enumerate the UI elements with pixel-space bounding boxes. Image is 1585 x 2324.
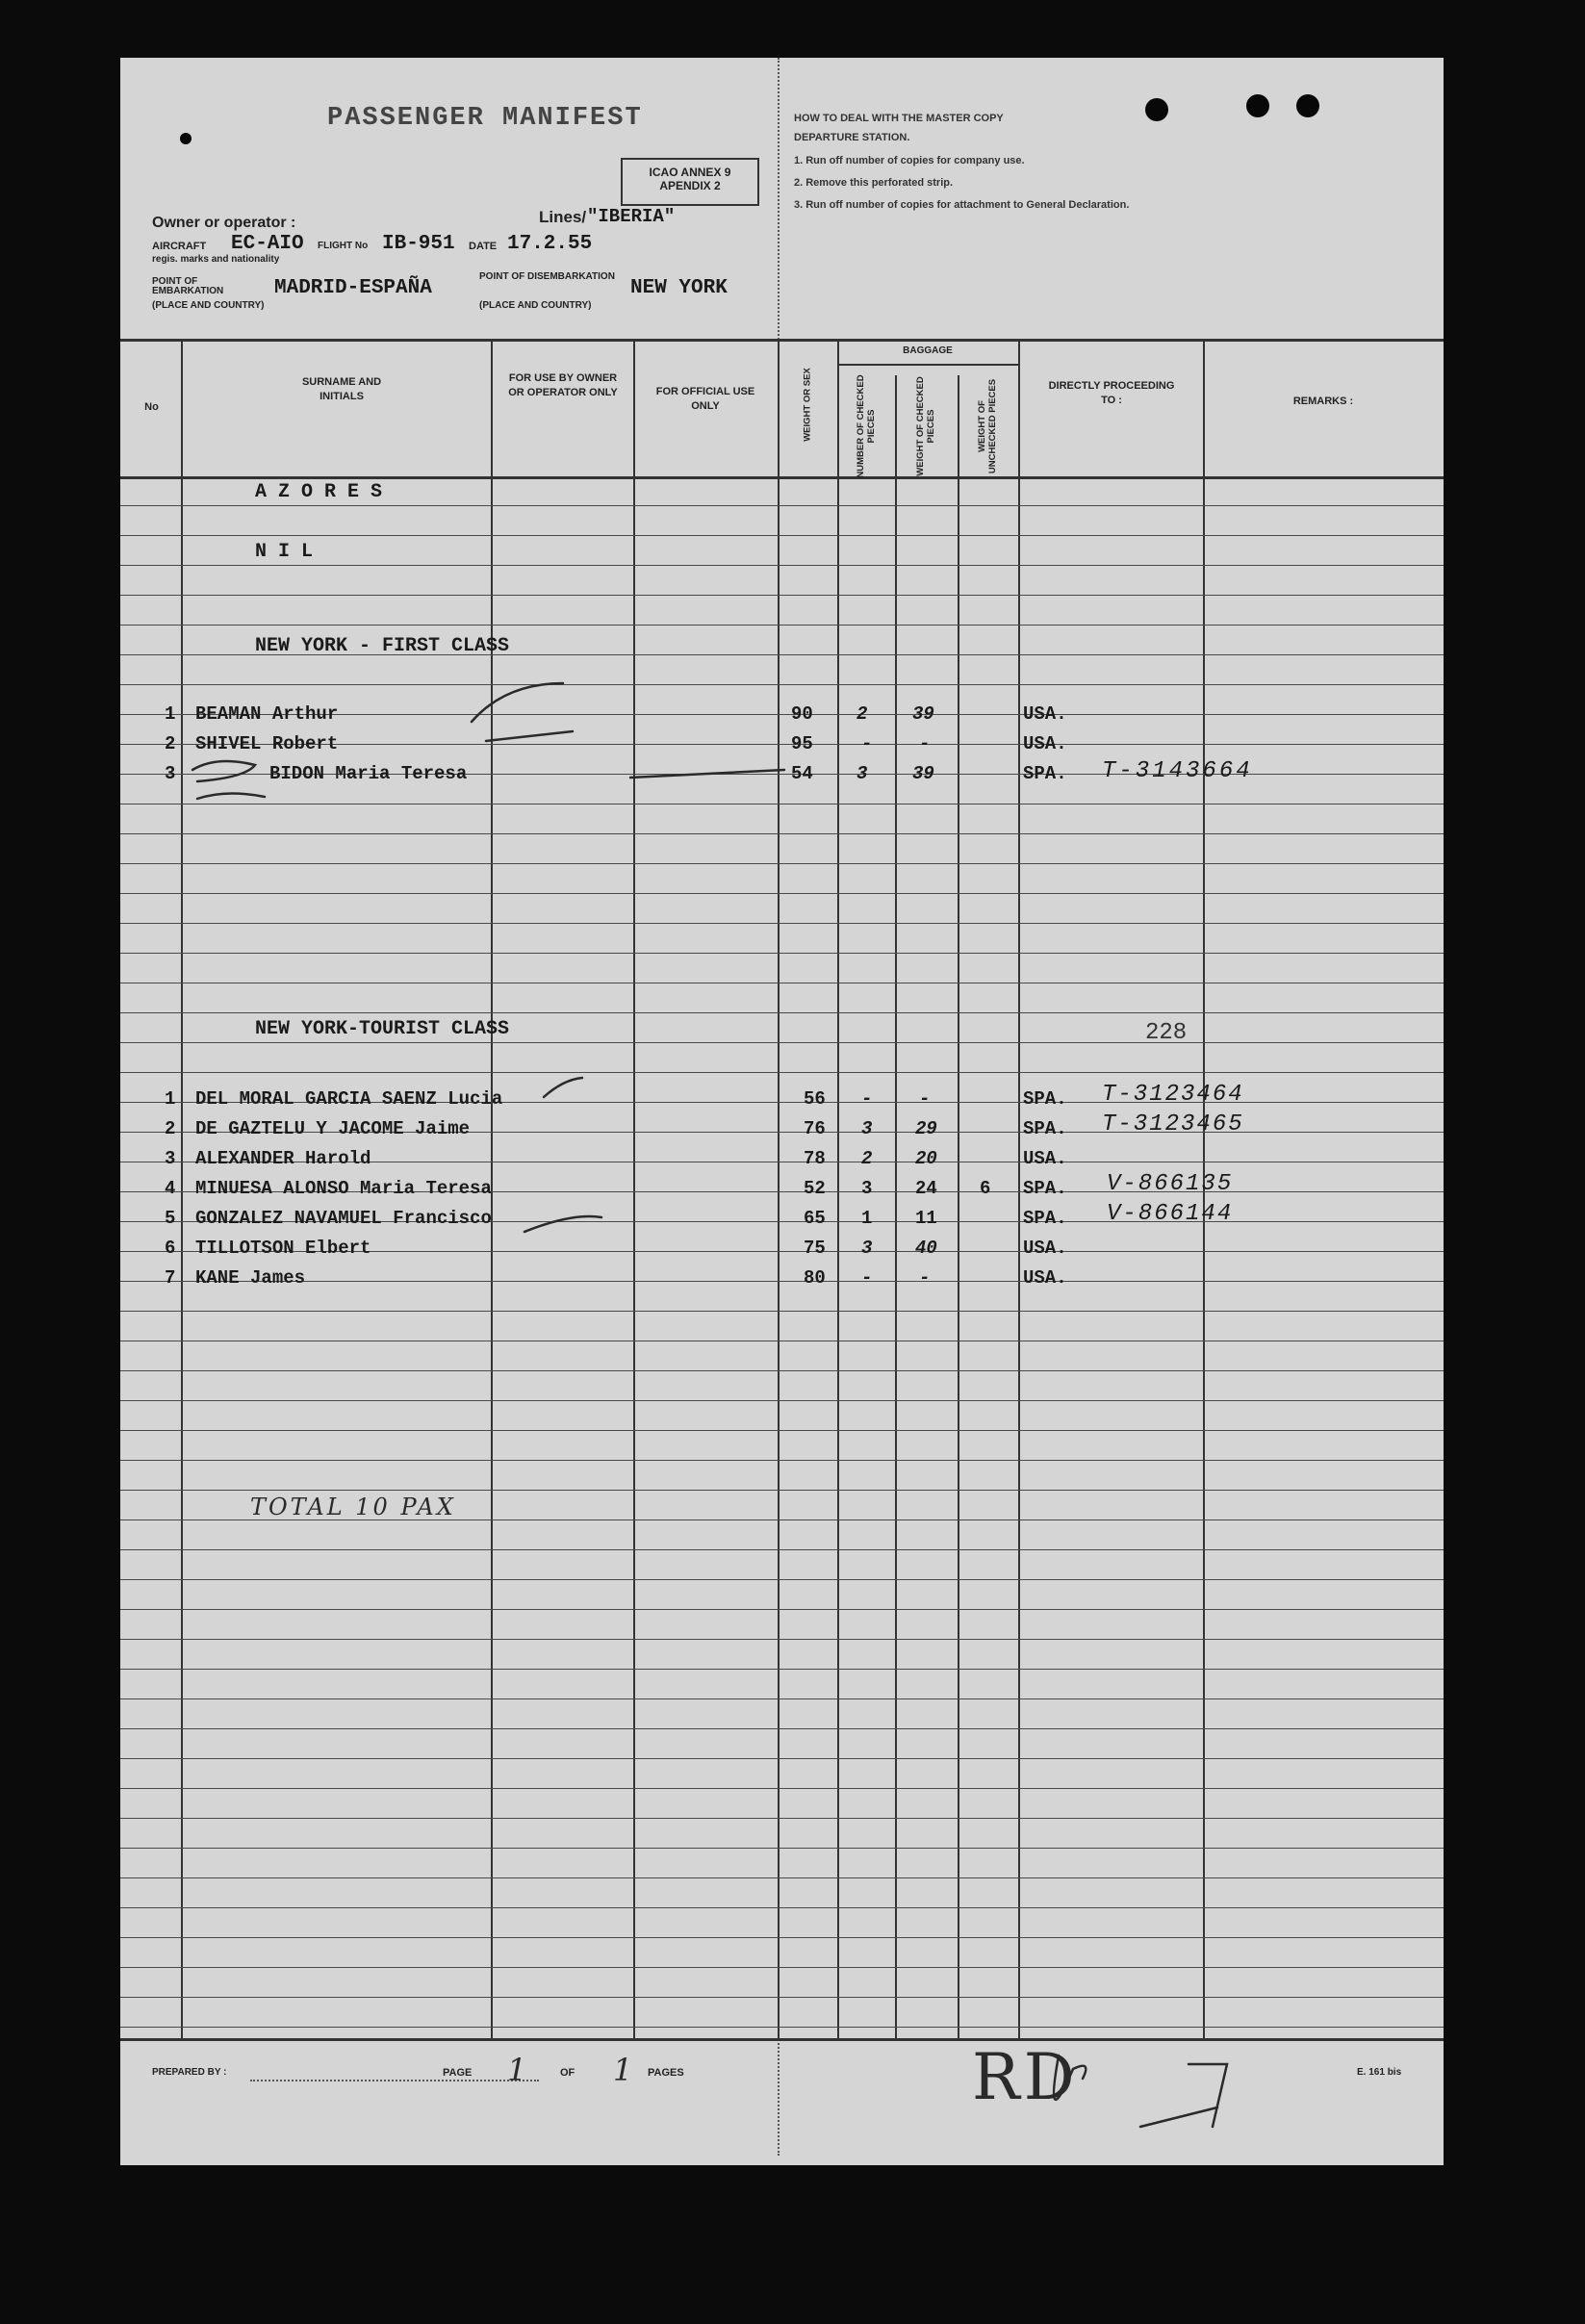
destination: SPA. (1023, 763, 1067, 784)
section-nil: N I L (255, 541, 314, 563)
destination: USA. (1023, 703, 1067, 725)
pages-label: PAGES (648, 2067, 684, 2079)
passenger-no: 2 (165, 733, 176, 754)
col-header-owner-use: FOR USE BY OWNER OR OPERATOR ONLY (508, 372, 618, 398)
checked-pieces: 1 (861, 1208, 873, 1229)
ruled-line (120, 1430, 1444, 1431)
ruled-line (120, 1460, 1444, 1461)
checked-pieces: 3 (856, 763, 868, 784)
ruled-line (120, 1012, 1444, 1013)
icao-annex: ICAO ANNEX 9 (649, 166, 731, 179)
ruled-line (120, 535, 1444, 536)
punch-hole (1296, 94, 1319, 117)
col-header-checked-pieces: NUMBER OF CHECKED PIECES (856, 374, 877, 478)
disembark-label: POINT OF DISEMBARKATION (479, 271, 615, 282)
disembark-sub-label: (PLACE AND COUNTRY) (479, 300, 592, 311)
aircraft-value: EC-AIO (231, 233, 304, 255)
total-handwritten: TOTAL 10 PAX (250, 1494, 456, 1520)
ruled-line (120, 893, 1444, 894)
checked-pieces: 3 (861, 1178, 873, 1199)
ruled-line (120, 684, 1444, 685)
passenger-weight: 75 (804, 1238, 826, 1259)
passenger-name: BEAMAN Arthur (195, 703, 339, 725)
table-bottom-border (120, 2038, 1444, 2041)
checked-weight: 11 (915, 1208, 937, 1229)
destination: SPA. (1023, 1178, 1067, 1199)
instructions-subtitle: DEPARTURE STATION. (794, 132, 910, 143)
passenger-weight: 54 (791, 763, 813, 784)
passenger-name: DEL MORAL GARCIA SAENZ Lucia (195, 1088, 503, 1110)
col-header-baggage: BAGGAGE (903, 345, 953, 356)
aircraft-label: AIRCRAFT (152, 241, 207, 252)
passenger-weight: 90 (791, 703, 813, 725)
ruled-line (120, 1907, 1444, 1908)
ruled-line (120, 565, 1444, 566)
strike-mark (197, 793, 265, 799)
manifest-sheet (120, 58, 1444, 2165)
punch-hole (1145, 98, 1168, 121)
form-code: E. 161 bis (1357, 2067, 1402, 2078)
passenger-no: 1 (165, 1088, 176, 1110)
instruction-item: 1. Run off number of copies for company use. (794, 155, 1025, 166)
ruled-line (120, 1728, 1444, 1729)
owner-label: Owner or operator : (152, 215, 296, 231)
ruled-line (120, 1698, 1444, 1699)
col-header-checked-weight: WEIGHT OF CHECKED PIECES (915, 376, 936, 476)
checked-pieces: - (861, 733, 873, 754)
table-row (120, 730, 1444, 760)
ruled-line (120, 1937, 1444, 1938)
ruled-line (120, 1669, 1444, 1670)
ruled-line (120, 1579, 1444, 1580)
ruled-line (120, 1609, 1444, 1610)
ruled-line (120, 1639, 1444, 1640)
date-label: DATE (469, 241, 498, 252)
header-bottom-border (120, 476, 1444, 479)
checked-weight: 39 (912, 763, 934, 784)
ruled-line (120, 1997, 1444, 1998)
table-top-border (120, 339, 1444, 342)
ruled-line (120, 1877, 1444, 1878)
unchecked-weight: 6 (980, 1178, 991, 1199)
ruled-line (120, 833, 1444, 834)
icao-appendix: APENDIX 2 (659, 179, 721, 192)
table-row (120, 1235, 1444, 1264)
passenger-no: 4 (165, 1178, 176, 1199)
passenger-no: 3 (165, 763, 176, 784)
table-row (120, 1171, 1444, 1205)
flight-label: FLIGHT No (318, 241, 369, 251)
pages-value: 1 (613, 2052, 633, 2088)
col-header-proceeding: DIRECTLY PROCEEDING TO : (1048, 380, 1175, 406)
ruled-line (120, 1818, 1444, 1819)
ruled-line (120, 1967, 1444, 1968)
perforation-line (778, 58, 780, 346)
passenger-weight: 65 (804, 1208, 826, 1229)
table-row (120, 760, 1444, 790)
passenger-no: 1 (165, 703, 176, 725)
ruled-line (120, 863, 1444, 864)
passenger-name: ALEXANDER Harold (195, 1148, 371, 1169)
passenger-name: GONZALEZ NAVAMUEL Francisco (195, 1208, 492, 1229)
checked-weight: 20 (915, 1148, 937, 1169)
embark-label: POINT OF EMBARKATION (152, 276, 224, 296)
passenger-name: KANE James (195, 1267, 306, 1289)
col-header-official-use: FOR OFFICIAL USE ONLY (655, 386, 755, 412)
embark-sub-label: (PLACE AND COUNTRY) (152, 300, 265, 311)
checked-pieces: 3 (861, 1118, 873, 1139)
checked-pieces: 3 (861, 1238, 873, 1259)
tourist-number: 228 (1145, 1020, 1188, 1046)
aircraft-sub-label: regis. marks and nationality (152, 254, 280, 265)
ruled-line (120, 1042, 1444, 1043)
checked-weight: - (919, 1267, 931, 1289)
disembark-value: NEW YORK (630, 277, 728, 299)
checked-weight: - (919, 1088, 931, 1110)
punch-hole (1246, 94, 1269, 117)
col-header-unchecked-weight: WEIGHT OF UNCHECKED PIECES (977, 378, 998, 474)
checked-pieces: 2 (856, 703, 868, 725)
checked-weight: 40 (915, 1238, 937, 1259)
remark-handwritten: T-3123465 (1102, 1111, 1244, 1137)
table-row (120, 701, 1444, 730)
passenger-no: 6 (165, 1238, 176, 1259)
prepared-by-label: PREPARED BY : (152, 2067, 227, 2078)
handwritten-initials: RD (972, 2040, 1079, 2114)
tick-mark (1189, 2064, 1227, 2127)
destination: USA. (1023, 1148, 1067, 1169)
page-label: PAGE (443, 2067, 473, 2079)
punch-hole (180, 133, 192, 144)
of-label: OF (560, 2067, 575, 2079)
ruled-line (120, 953, 1444, 954)
col-header-weight: WEIGHT OR SEX (802, 368, 813, 442)
section-tourist-class: NEW YORK-TOURIST CLASS (255, 1018, 510, 1040)
remark-handwritten: T-3143664 (1102, 758, 1253, 784)
passenger-weight: 95 (791, 733, 813, 754)
ruled-line (120, 1370, 1444, 1371)
destination: SPA. (1023, 1208, 1067, 1229)
ruled-line (120, 505, 1444, 506)
passenger-name: MINUESA ALONSO Maria Teresa (195, 1178, 492, 1199)
instructions-title: HOW TO DEAL WITH THE MASTER COPY (794, 113, 1004, 124)
passenger-weight: 78 (804, 1148, 826, 1169)
section-azores: A Z O R E S (255, 481, 383, 503)
table-row (120, 1111, 1444, 1145)
flight-value: IB-951 (382, 233, 455, 255)
checked-pieces: - (861, 1267, 873, 1289)
table-row (120, 1201, 1444, 1235)
destination: SPA. (1023, 1118, 1067, 1139)
table-row (120, 1145, 1444, 1175)
col-header-remarks: REMARKS : (1292, 396, 1354, 407)
passenger-name: DE GAZTELU Y JACOME Jaime (195, 1118, 471, 1139)
passenger-weight: 52 (804, 1178, 826, 1199)
ruled-line (120, 1311, 1444, 1312)
ruled-line (120, 1400, 1444, 1401)
remark-handwritten: V-866135 (1107, 1171, 1234, 1197)
ruled-line (120, 1758, 1444, 1759)
checked-weight: 39 (912, 703, 934, 725)
ruled-line (120, 1490, 1444, 1491)
ruled-line (120, 1848, 1444, 1849)
baggage-divider (837, 364, 1018, 366)
lines-value: "IBERIA" (587, 206, 676, 227)
passenger-no: 7 (165, 1267, 176, 1289)
checked-pieces: 2 (861, 1148, 873, 1169)
passenger-weight: 56 (804, 1088, 826, 1110)
ruled-line (120, 625, 1444, 626)
icao-box (621, 158, 759, 206)
col-header-surname: SURNAME AND INITIALS (301, 376, 382, 402)
passenger-name: BIDON Maria Teresa (269, 763, 468, 784)
section-first-class: NEW YORK - FIRST CLASS (255, 635, 510, 657)
ruled-line (120, 1549, 1444, 1550)
checked-pieces: - (861, 1088, 873, 1110)
passenger-no: 5 (165, 1208, 176, 1229)
destination: SPA. (1023, 1088, 1067, 1110)
page-value: 1 (507, 2052, 527, 2088)
remark-handwritten: T-3123464 (1102, 1082, 1244, 1108)
table-row (120, 1264, 1444, 1294)
date-value: 17.2.55 (507, 233, 593, 255)
remark-handwritten: V-866144 (1107, 1201, 1234, 1227)
passenger-no: 2 (165, 1118, 176, 1139)
ruled-line (120, 2027, 1444, 2028)
passenger-weight: 80 (804, 1267, 826, 1289)
ruled-line (120, 923, 1444, 924)
destination: USA. (1023, 733, 1067, 754)
destination: USA. (1023, 1238, 1067, 1259)
manifest-title: PASSENGER MANIFEST (327, 104, 643, 133)
ruled-line (120, 1072, 1444, 1073)
col-header-no: No (144, 401, 159, 413)
instruction-item: 3. Run off number of copies for attachment to General Declaration. (794, 199, 1130, 211)
ruled-line (120, 595, 1444, 596)
passenger-weight: 76 (804, 1118, 826, 1139)
ruled-line (120, 1788, 1444, 1789)
destination: USA. (1023, 1267, 1067, 1289)
passenger-name: SHIVEL Robert (195, 733, 339, 754)
checked-weight: - (919, 733, 931, 754)
checked-weight: 24 (915, 1178, 937, 1199)
prepared-by-field (250, 2080, 539, 2081)
lines-label: Lines/ (539, 208, 587, 226)
checked-weight: 29 (915, 1118, 937, 1139)
tick-mark (1140, 2107, 1217, 2127)
embark-value: MADRID-ESPAÑA (274, 277, 432, 299)
table-row (120, 1082, 1444, 1115)
passenger-no: 3 (165, 1148, 176, 1169)
instruction-item: 2. Remove this perforated strip. (794, 177, 954, 189)
passenger-name: TILLOTSON Elbert (195, 1238, 371, 1259)
